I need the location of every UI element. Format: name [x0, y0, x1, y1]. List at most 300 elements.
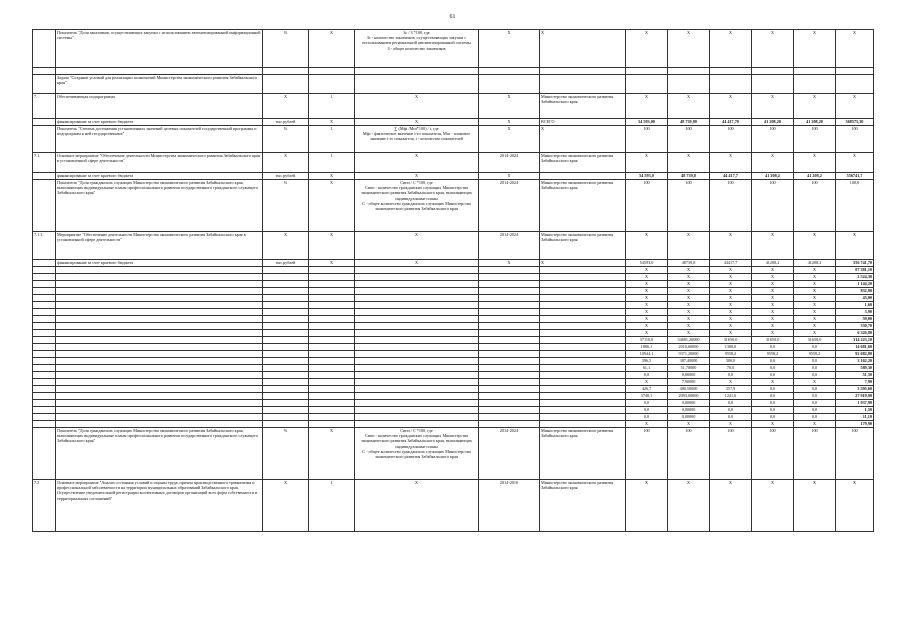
table-cell — [309, 295, 355, 302]
table-cell: 1241,6 — [710, 393, 752, 400]
table-cell — [309, 358, 355, 365]
table-cell: X — [626, 421, 668, 428]
table-cell: X — [668, 330, 710, 337]
table-cell: 2014-2024 — [479, 153, 540, 173]
table-cell: 31650,0 — [794, 337, 836, 344]
table-cell: X — [794, 295, 836, 302]
table-cell — [479, 421, 540, 428]
table-cell: 426,7 — [626, 386, 668, 393]
table-cell: тыс.рублей — [263, 173, 309, 180]
table-cell — [479, 309, 540, 316]
table-row — [33, 316, 874, 323]
table-cell: 0,0 — [626, 414, 668, 421]
table-cell: 0,0 — [752, 372, 794, 379]
table-cell: X — [710, 288, 752, 295]
table-cell — [33, 414, 56, 421]
table-cell — [540, 68, 626, 75]
table-cell: X — [668, 153, 710, 173]
table-cell: 9371,20000 — [668, 351, 710, 358]
table-cell: 1,50 — [836, 407, 874, 414]
table-cell — [263, 274, 309, 281]
table-cell — [56, 295, 263, 302]
table-cell: X — [752, 267, 794, 274]
table-row — [33, 358, 874, 365]
table-cell — [33, 421, 56, 428]
table-cell — [540, 400, 626, 407]
table-cell — [33, 400, 56, 407]
table-cell — [479, 358, 540, 365]
table-cell — [56, 351, 263, 358]
table-cell — [33, 126, 56, 153]
table-row — [33, 295, 874, 302]
table-cell: X — [752, 281, 794, 288]
table-cell: 100 — [794, 180, 836, 232]
table-cell: X — [794, 94, 836, 119]
table-cell — [309, 288, 355, 295]
table-cell — [33, 173, 56, 180]
table-cell — [33, 316, 56, 323]
table-cell: 44 417,7 — [710, 173, 752, 180]
table-cell: X — [668, 94, 710, 119]
table-cell — [33, 309, 56, 316]
table-cell: X — [309, 180, 355, 232]
table-cell: X — [710, 302, 752, 309]
table-cell — [56, 337, 263, 344]
table-cell — [355, 414, 479, 421]
table-cell: X — [752, 309, 794, 316]
table-cell: X — [752, 30, 794, 68]
table-cell — [479, 344, 540, 351]
table-cell: 1 937,90 — [836, 400, 874, 407]
table-cell: X — [263, 153, 309, 173]
table-cell: Министерство экономического развития Забайкальского края — [540, 480, 626, 532]
table-cell: 41 208,20 — [752, 119, 794, 126]
table-cell: X — [626, 281, 668, 288]
table-cell: 1 — [309, 94, 355, 119]
table-cell: % — [263, 180, 309, 232]
table-cell: 0,0 — [794, 407, 836, 414]
table-cell: X — [794, 330, 836, 337]
table-cell: X — [710, 267, 752, 274]
table-cell: Министерство экономического развития Забайкальского края — [540, 94, 626, 119]
table-cell: 2 524,30 — [836, 274, 874, 281]
table-cell — [355, 421, 479, 428]
table-cell — [263, 330, 309, 337]
table-cell: Показатель "Степень достижения установленных значений целевых показателей государственной программы и подпрограмм к ней государственных" — [56, 126, 263, 153]
table-cell: 1886,1 — [626, 344, 668, 351]
table-cell — [33, 68, 56, 75]
table-cell — [33, 365, 56, 372]
table-cell — [479, 372, 540, 379]
table-cell: 51,70000 — [668, 365, 710, 372]
table-cell: X — [263, 232, 309, 260]
table-cell: 7,90 — [836, 379, 874, 386]
table-cell: 2093,60000 — [668, 393, 710, 400]
table-cell: X — [752, 288, 794, 295]
table-cell — [56, 330, 263, 337]
table-cell: Основное мероприятие "Обеспечение деятельности Министерства экономического развития Забайкальского края в установленной сфере деятельности" — [56, 153, 263, 173]
table-cell — [56, 407, 263, 414]
table-cell — [668, 75, 710, 94]
table-cell: 0,0 — [752, 414, 794, 421]
table-cell — [479, 323, 540, 330]
table-cell: 0,00000 — [668, 372, 710, 379]
table-cell: 100 — [668, 428, 710, 480]
table-cell — [355, 365, 479, 372]
table-cell: 330,70 — [836, 323, 874, 330]
table-cell: 1300,0 — [710, 344, 752, 351]
table-cell: 387,40000 — [668, 358, 710, 365]
table-cell: 41208,2 — [794, 260, 836, 267]
table-cell: 54 593,00 — [626, 119, 668, 126]
table-cell — [355, 344, 479, 351]
table-cell — [540, 421, 626, 428]
table-cell — [33, 30, 56, 68]
table-cell — [355, 309, 479, 316]
table-cell — [309, 68, 355, 75]
table-cell — [355, 372, 479, 379]
table-row — [33, 180, 874, 232]
table-cell: X — [668, 274, 710, 281]
table-cell — [309, 344, 355, 351]
table-cell — [56, 288, 263, 295]
table-cell: 2014-2016 — [479, 480, 540, 532]
table-cell — [355, 386, 479, 393]
table-cell — [540, 414, 626, 421]
table-cell: 87 381,10 — [836, 267, 874, 274]
table-cell: X — [626, 316, 668, 323]
table-cell: X — [752, 323, 794, 330]
table-cell — [56, 302, 263, 309]
table-cell: Зс / З *100, где Зс - количество заказчиков, осуществляющих закупки с использованием региональной автоматизированной системы З - общее количество заказчиков — [355, 30, 479, 68]
table-cell: 9558,2 — [752, 351, 794, 358]
table-cell — [309, 267, 355, 274]
table-cell: 100 — [794, 126, 836, 153]
table-cell: 7,90000 — [668, 379, 710, 386]
table-cell: 0,0 — [752, 393, 794, 400]
table-cell: 396,5 — [626, 358, 668, 365]
table-cell: X — [710, 323, 752, 330]
table-cell — [479, 386, 540, 393]
table-cell: X — [794, 323, 836, 330]
table-cell — [56, 274, 263, 281]
program-table-body — [33, 30, 874, 532]
table-cell: X — [626, 330, 668, 337]
table-cell — [540, 351, 626, 358]
table-cell: 179,90 — [836, 421, 874, 428]
table-cell — [33, 428, 56, 480]
table-cell — [836, 68, 874, 75]
table-cell — [263, 351, 309, 358]
table-cell: X — [668, 281, 710, 288]
table-cell: X — [355, 260, 479, 267]
table-row — [33, 260, 874, 267]
table-cell: 100 — [752, 428, 794, 480]
table-cell: X — [836, 94, 874, 119]
table-cell: Обеспечивающая подпрограмма — [56, 94, 263, 119]
table-cell: X — [794, 302, 836, 309]
table-cell — [355, 281, 479, 288]
table-cell: % — [263, 126, 309, 153]
table-row — [33, 302, 874, 309]
table-cell — [33, 267, 56, 274]
table-cell: 0,00000 — [668, 400, 710, 407]
table-cell: X — [794, 379, 836, 386]
table-cell: X — [668, 421, 710, 428]
table-cell: 59,00 — [836, 316, 874, 323]
table-cell — [263, 344, 309, 351]
table-row — [33, 386, 874, 393]
table-cell: 100 — [836, 126, 874, 153]
table-cell: X — [626, 480, 668, 532]
table-cell: 37110,0 — [626, 337, 668, 344]
table-cell — [263, 393, 309, 400]
table-cell — [355, 267, 479, 274]
table-cell — [479, 75, 540, 94]
table-cell: X — [668, 480, 710, 532]
table-cell: 61,1 — [626, 365, 668, 372]
table-cell: 44417,7 — [710, 260, 752, 267]
table-cell — [309, 75, 355, 94]
table-cell — [479, 295, 540, 302]
table-cell: 70,0 — [710, 365, 752, 372]
table-cell: X — [794, 267, 836, 274]
table-cell — [263, 302, 309, 309]
table-cell: 0,0 — [626, 407, 668, 414]
table-cell — [355, 330, 479, 337]
table-cell — [309, 281, 355, 288]
table-cell: 48 739,8 — [668, 173, 710, 180]
table-cell: тыс.рублей — [263, 260, 309, 267]
table-cell — [33, 344, 56, 351]
table-cell — [33, 288, 56, 295]
table-row — [33, 68, 874, 75]
table-cell: 9558,2 — [794, 351, 836, 358]
table-cell — [540, 323, 626, 330]
table-cell: 7. — [33, 94, 56, 119]
table-cell: X — [710, 281, 752, 288]
table-row — [33, 330, 874, 337]
table-cell: X — [752, 330, 794, 337]
table-cell — [309, 372, 355, 379]
table-cell — [540, 344, 626, 351]
table-cell — [33, 295, 56, 302]
table-cell: X — [794, 288, 836, 295]
table-cell: 556741,7 — [836, 173, 874, 180]
table-cell — [33, 330, 56, 337]
table-cell — [263, 267, 309, 274]
table-cell — [263, 316, 309, 323]
table-cell: 54593,0 — [626, 260, 668, 267]
table-cell: % — [263, 30, 309, 68]
table-cell: X — [668, 323, 710, 330]
table-row — [33, 281, 874, 288]
table-cell: 100 — [626, 180, 668, 232]
table-cell: X — [479, 260, 540, 267]
table-cell — [540, 407, 626, 414]
table-cell — [263, 386, 309, 393]
table-cell: X — [626, 94, 668, 119]
table-cell: X — [355, 480, 479, 532]
table-cell — [33, 393, 56, 400]
table-cell: 1,60 — [836, 302, 874, 309]
table-cell: 0,0 — [794, 372, 836, 379]
table-cell — [56, 316, 263, 323]
table-cell: 14 681,60 — [836, 344, 874, 351]
table-cell — [309, 407, 355, 414]
table-cell — [479, 330, 540, 337]
table-cell — [355, 75, 479, 94]
table-cell: 41 208,2 — [794, 173, 836, 180]
table-cell — [540, 309, 626, 316]
table-cell: 100 — [752, 180, 794, 232]
table-cell: 31650,0 — [710, 337, 752, 344]
table-cell — [263, 281, 309, 288]
table-cell — [752, 68, 794, 75]
table-cell: 0,0 — [710, 407, 752, 414]
table-cell: 7.2 — [33, 480, 56, 532]
table-cell: 48739,8 — [668, 260, 710, 267]
table-row — [33, 30, 874, 68]
table-cell — [56, 386, 263, 393]
table-cell: X — [752, 295, 794, 302]
table-row — [33, 393, 874, 400]
table-cell: X — [668, 267, 710, 274]
table-cell — [355, 351, 479, 358]
table-cell: 0,0 — [752, 407, 794, 414]
table-cell — [263, 421, 309, 428]
table-cell: 2016,60000 — [668, 344, 710, 351]
table-cell: X — [626, 302, 668, 309]
table-cell: 0,00000 — [668, 414, 710, 421]
table-cell: 2014-2024 — [479, 180, 540, 232]
table-cell: X — [752, 316, 794, 323]
table-cell: 3748,1 — [626, 393, 668, 400]
table-cell: 43,00 — [836, 295, 874, 302]
table-cell: Сипп / С *100, где Сипп - количество гражданских служащих Министерства экономического развития Забайкальского края, выполняющих индивидуальные планы С - общее количество гражданских служащих Министерства экономического развития Забайкальского края — [355, 180, 479, 232]
table-cell — [263, 309, 309, 316]
table-cell: X — [836, 153, 874, 173]
table-cell: X — [710, 379, 752, 386]
table-cell: 7.1.1. — [33, 232, 56, 260]
table-cell — [479, 267, 540, 274]
table-cell: 0,0 — [710, 372, 752, 379]
table-cell: 100 — [752, 126, 794, 153]
table-cell: X — [668, 302, 710, 309]
table-cell: X — [479, 30, 540, 68]
table-cell — [479, 393, 540, 400]
table-cell — [263, 337, 309, 344]
table-cell: X — [540, 260, 626, 267]
table-cell — [355, 316, 479, 323]
table-cell — [56, 365, 263, 372]
table-row — [33, 372, 874, 379]
table-cell — [309, 330, 355, 337]
table-cell: 54 593,0 — [626, 173, 668, 180]
table-cell: X — [710, 316, 752, 323]
table-cell — [540, 274, 626, 281]
table-cell — [479, 400, 540, 407]
table-cell: X — [710, 421, 752, 428]
table-cell: Задача "Создание условий для реализации полномочий Министерства экономического развития Забайкальского края" — [56, 75, 263, 94]
table-cell: 34681,20000 — [668, 337, 710, 344]
table-cell — [56, 400, 263, 407]
table-cell: 3,90 — [836, 309, 874, 316]
table-cell — [33, 302, 56, 309]
table-cell — [33, 337, 56, 344]
table-row — [33, 153, 874, 173]
table-cell: X — [752, 302, 794, 309]
table-cell — [355, 288, 479, 295]
table-cell: X — [794, 480, 836, 532]
table-row — [33, 421, 874, 428]
table-cell — [479, 288, 540, 295]
table-cell — [309, 386, 355, 393]
table-row — [33, 365, 874, 372]
table-cell — [479, 351, 540, 358]
table-cell — [626, 68, 668, 75]
table-cell: 44 417,70 — [710, 119, 752, 126]
program-table — [32, 29, 874, 532]
table-cell: Министерство экономического развития Забайкальского края — [540, 428, 626, 480]
table-cell: 3 162,20 — [836, 358, 874, 365]
table-cell — [540, 365, 626, 372]
table-cell — [540, 75, 626, 94]
table-cell — [309, 379, 355, 386]
table-cell — [794, 68, 836, 75]
table-cell: 31650,0 — [752, 337, 794, 344]
table-cell: Министерство экономического развития Забайкальского края — [540, 153, 626, 173]
table-cell: 41 208,2 — [752, 173, 794, 180]
table-cell — [355, 400, 479, 407]
table-cell — [309, 316, 355, 323]
table-cell: X — [752, 274, 794, 281]
table-cell: X — [836, 480, 874, 532]
table-cell: % — [263, 428, 309, 480]
table-cell: ВСЕГО — [540, 119, 626, 126]
table-cell: X — [540, 126, 626, 153]
table-cell: 0,0 — [794, 358, 836, 365]
table-cell: X — [836, 30, 874, 68]
table-cell: Сипп / С *100, где Сипп - количество гражданских служащих Министерства экономического развития Забайкальского края, выполняющих индивидуальные планы С - общее количество гражданских служащих Министерства экономического развития Забайкальского края — [355, 428, 479, 480]
table-cell — [263, 323, 309, 330]
table-cell: X — [794, 281, 836, 288]
table-cell: X — [752, 379, 794, 386]
table-cell — [355, 323, 479, 330]
table-cell: X — [710, 330, 752, 337]
table-cell: X — [626, 323, 668, 330]
table-row — [33, 351, 874, 358]
table-row — [33, 267, 874, 274]
table-cell: X — [668, 30, 710, 68]
table-cell — [309, 393, 355, 400]
table-cell: X — [626, 379, 668, 386]
table-cell — [263, 295, 309, 302]
table-cell: 100 — [626, 126, 668, 153]
table-row — [33, 480, 874, 532]
table-cell: X — [752, 232, 794, 260]
table-cell: 3 595,60 — [836, 386, 874, 393]
table-cell: 27 919,90 — [836, 393, 874, 400]
table-cell: X — [355, 94, 479, 119]
table-cell: X — [710, 480, 752, 532]
table-cell: X — [668, 288, 710, 295]
table-cell — [309, 302, 355, 309]
table-cell: X — [710, 295, 752, 302]
table-cell — [309, 414, 355, 421]
table-cell — [33, 379, 56, 386]
table-cell: 100 — [626, 428, 668, 480]
